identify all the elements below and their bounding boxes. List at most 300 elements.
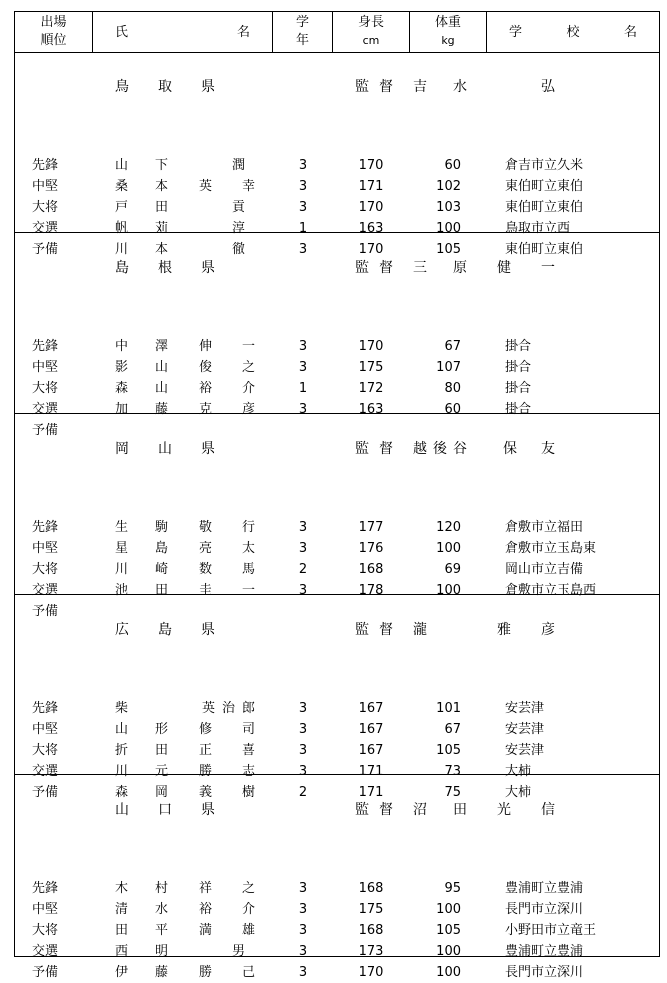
header-name [93,12,273,52]
player-name-char: 裕 [199,902,213,917]
player-name-char: 行 [242,520,256,535]
player-name-char: 田 [115,923,129,938]
player-row [15,539,659,559]
player-name-char: 雄 [242,923,256,938]
player-name-char: 治 [222,701,236,716]
player-school: 掛合 [505,402,532,417]
player-name-char: 樹 [242,785,256,800]
player-grade: 3 [298,541,308,556]
player-school: 倉敷市立福田 [505,520,584,535]
player-name-char: 介 [242,902,256,917]
player-school: 鳥取市立西 [505,221,571,236]
player-row [15,198,659,218]
prefecture-char: 山 [115,802,129,818]
player-name-char: 川 [115,562,129,577]
player-school: 安芸津 [505,722,545,737]
prefecture-char: 県 [201,441,215,457]
prefecture-char: 県 [201,79,215,95]
coach-name-char: 弘 [541,79,555,95]
header-weight-line2: kg [441,34,455,47]
header-school-b: 校 [566,25,580,40]
player-school: 豊浦町立豊浦 [505,944,584,959]
player-school: 大柿 [505,764,532,779]
player-height: 170 [358,200,384,215]
player-height: 168 [358,923,384,938]
header-school [487,12,659,52]
player-position: 予備 [32,965,59,980]
player-weight: 95 [444,881,461,896]
player-grade: 1 [298,381,308,396]
player-name-char: 貢 [232,200,246,215]
coach-name-char: 三 [413,260,427,276]
player-grade: 3 [298,520,308,535]
player-name-char: 影 [115,360,129,375]
player-name-char: 英 [199,179,213,194]
header-rank [15,12,93,52]
player-name [115,337,256,357]
player-name-char: 一 [242,339,256,354]
player-height: 163 [358,402,384,417]
player-position: 交選 [32,221,59,236]
player-name-char: 一 [242,583,256,598]
player-position: 予備 [32,604,59,619]
player-position: 中堅 [32,179,59,194]
player-school: 安芸津 [505,743,545,758]
coach-name-char: 友 [541,441,555,457]
player-position: 大将 [32,381,59,396]
player-name-char: 馬 [242,562,256,577]
player-name-char: 下 [155,158,169,173]
player-grade: 2 [298,562,308,577]
player-name-char: 満 [199,923,213,938]
player-name-char: 元 [155,764,169,779]
player-name-char: 伊 [115,965,129,980]
prefecture-char: 県 [201,802,215,818]
player-height: 171 [358,785,384,800]
coach-name-char: 彦 [541,622,555,638]
player-row [15,560,659,580]
player-weight: 105 [436,923,461,938]
player-name-char: 藤 [155,965,169,980]
prefecture-char: 口 [158,802,172,818]
player-row [15,358,659,378]
player-grade: 3 [298,583,308,598]
player-school: 安芸津 [505,701,545,716]
player-name-char: 亮 [199,541,213,556]
player-name [115,177,256,197]
prefecture-name [115,257,215,277]
player-grade: 3 [298,881,308,896]
player-name [115,358,256,378]
player-weight: 73 [444,764,461,779]
header-height [333,12,410,52]
player-school: 岡山市立吉備 [505,562,584,577]
player-weight: 120 [436,520,461,535]
player-name-char: 司 [242,722,256,737]
player-name-char: 森 [115,785,129,800]
player-position: 交選 [32,944,59,959]
player-height: 170 [358,242,384,257]
coach-name-char: 雅 [497,622,511,638]
player-position: 先鋒 [32,520,59,535]
player-name-char: 森 [115,381,129,396]
player-weight: 105 [436,743,461,758]
player-row [15,379,659,399]
player-name-char: 己 [242,965,256,980]
player-position: 交選 [32,583,59,598]
prefecture-char: 鳥 [115,79,129,95]
player-school: 東伯町立東伯 [505,179,584,194]
player-weight: 100 [436,965,461,980]
player-name [115,963,256,983]
player-school: 大柿 [505,785,532,800]
player-name-char: 崎 [155,562,169,577]
player-name-char: 祥 [199,881,213,896]
coach-name-char: 健 [497,260,511,276]
player-height: 170 [358,339,384,354]
player-name-char: 木 [115,881,129,896]
player-row [15,900,659,920]
player-weight: 100 [436,541,461,556]
coach-name-char: 保 [503,441,517,457]
prefecture-char: 根 [158,260,172,276]
coach-label-char: 監 [355,441,369,457]
player-name [115,879,256,899]
player-name-char: 島 [155,541,169,556]
player-weight: 105 [436,242,461,257]
team-section [15,414,659,619]
prefecture-name [115,438,215,458]
header-height-line2: cm [362,34,380,47]
player-grade: 3 [298,743,308,758]
table-header [15,12,659,53]
player-name-char: 星 [115,541,129,556]
coach-label-char: 監 [355,802,369,818]
player-height: 172 [358,381,384,396]
player-grade: 3 [298,923,308,938]
prefecture-char: 県 [201,622,215,638]
player-name-char: 澤 [155,339,169,354]
player-position: 先鋒 [32,158,59,173]
player-name-char: 形 [155,722,169,737]
player-name-char: 幸 [242,179,256,194]
player-row [15,337,659,357]
player-name [115,539,256,559]
player-weight: 80 [444,381,461,396]
prefecture-name [115,619,215,639]
player-name [115,379,256,399]
player-grade: 3 [298,339,308,354]
player-weight: 67 [444,722,461,737]
coach-label-char: 督 [379,441,393,457]
coach-name-char: 後 [433,441,447,457]
player-name-char: 山 [115,722,129,737]
player-weight: 100 [436,944,461,959]
player-name-char: 桑 [115,179,129,194]
header-rank-line2: 順位 [40,33,67,48]
header-weight-line1: 体重 [434,15,461,30]
player-name-char: 勝 [199,764,213,779]
player-height: 177 [358,520,384,535]
player-weight: 102 [436,179,461,194]
player-name-char: 郎 [242,701,256,716]
player-height: 167 [358,722,384,737]
player-position: 中堅 [32,541,59,556]
prefecture-char: 山 [158,441,172,457]
player-name-char: 修 [199,722,213,737]
player-height: 163 [358,221,384,236]
header-name-b: 名 [236,25,250,40]
player-position: 予備 [32,242,59,257]
prefecture-char: 広 [115,622,129,638]
player-position: 中堅 [32,360,59,375]
player-height: 175 [358,902,384,917]
player-row [15,741,659,761]
prefecture-char: 島 [158,622,172,638]
player-name-char: 山 [155,360,169,375]
player-row [15,921,659,941]
player-name-char: 駒 [155,520,169,535]
player-grade: 3 [298,965,308,980]
player-weight: 103 [436,200,461,215]
player-name-char: 之 [242,881,256,896]
player-name-char: 志 [242,764,256,779]
player-name-char: 淳 [232,221,246,236]
player-height: 175 [358,360,384,375]
player-row [15,942,659,962]
player-school: 倉敷市立玉島西 [505,583,597,598]
player-name-char: 山 [155,381,169,396]
player-grade: 2 [298,785,308,800]
player-row [15,156,659,176]
coach-name-char: 瀧 [413,622,427,638]
player-position: 先鋒 [32,339,59,354]
player-name-char: 男 [232,944,246,959]
header-grade-line2: 年 [295,33,309,48]
player-weight: 75 [444,785,461,800]
player-name-char: 俊 [199,360,213,375]
player-name [115,699,256,719]
header-rank-line1: 出場 [40,15,67,30]
player-school: 小野田市立竜王 [505,923,597,938]
header-name-a: 氏 [115,25,129,40]
player-name-char: 柴 [115,701,129,716]
coach-label [355,619,393,639]
coach-name-char: 水 [453,79,467,95]
player-name-char: 之 [242,360,256,375]
player-school: 長門市立深川 [505,965,584,980]
player-weight: 100 [436,221,461,236]
header-school-c: 名 [623,25,637,40]
player-name-char: 生 [115,520,129,535]
player-name-char: 折 [115,743,129,758]
player-height: 167 [358,743,384,758]
player-position: 中堅 [32,902,59,917]
player-weight: 107 [436,360,461,375]
player-height: 168 [358,881,384,896]
player-name-char: 水 [155,902,169,917]
player-name [115,156,252,176]
player-position: 交選 [32,764,59,779]
player-weight: 60 [444,158,461,173]
player-grade: 3 [298,722,308,737]
player-name-char: 介 [242,381,256,396]
player-name-char: 山 [115,158,129,173]
header-grade-line1: 学 [295,15,309,30]
player-name-char: 岡 [155,785,169,800]
player-name-char: 池 [115,583,129,598]
player-name-char: 川 [115,764,129,779]
player-name-char: 圭 [199,583,213,598]
player-name [115,741,256,761]
player-name-char: 本 [155,179,169,194]
coach-name-char: 光 [497,802,511,818]
player-name-char: 徹 [232,242,246,257]
player-name [115,518,256,538]
coach-label-char: 督 [379,260,393,276]
prefecture-char: 県 [201,260,215,276]
header-height-line1: 身長 [357,15,384,30]
player-name-char: 英 [202,701,216,716]
player-name [115,921,256,941]
player-height: 171 [358,764,384,779]
player-grade: 3 [298,242,308,257]
coach-name-char: 吉 [413,79,427,95]
player-name-char: 勝 [199,965,213,980]
player-row [15,699,659,719]
player-name-char: 正 [199,743,213,758]
player-school: 倉吉市立久米 [505,158,584,173]
player-row [15,518,659,538]
player-name-char: 太 [242,541,256,556]
prefecture-char: 取 [158,79,172,95]
player-height: 167 [358,701,384,716]
player-weight: 100 [436,902,461,917]
player-position: 予備 [32,423,59,438]
player-height: 170 [358,158,384,173]
coach-label-char: 監 [355,79,369,95]
coach-label [355,799,393,819]
coach-name-char: 原 [453,260,467,276]
player-name-char: 伸 [199,339,213,354]
player-height: 176 [358,541,384,556]
player-position: 予備 [32,785,59,800]
coach-name-char: 谷 [453,441,467,457]
player-name-char: 村 [155,881,169,896]
player-name-char: 敬 [199,520,213,535]
coach-label [355,257,393,277]
player-grade: 1 [298,221,308,236]
coach-name-char: 田 [453,802,467,818]
player-grade: 3 [298,360,308,375]
player-weight: 100 [436,583,461,598]
player-grade: 3 [298,200,308,215]
player-height: 178 [358,583,384,598]
player-name-char: 清 [115,902,129,917]
header-school-a: 学 [509,25,523,40]
player-position: 大将 [32,743,59,758]
header-weight [410,12,487,52]
player-name-char: 田 [155,583,169,598]
player-name [115,942,252,962]
team-section [15,775,659,980]
player-name [115,900,256,920]
player-height: 173 [358,944,384,959]
player-weight: 67 [444,339,461,354]
player-name-char: 田 [155,200,169,215]
player-height: 168 [358,562,384,577]
player-school: 掛合 [505,381,532,396]
player-weight: 69 [444,562,461,577]
player-grade: 3 [298,179,308,194]
player-position: 大将 [32,923,59,938]
team-section [15,233,659,438]
player-school: 東伯町立東伯 [505,242,584,257]
player-position: 先鋒 [32,881,59,896]
player-name-char: 本 [155,242,169,257]
player-row [15,963,659,983]
player-grade: 3 [298,158,308,173]
player-name-char: 喜 [242,743,256,758]
player-name-char: 明 [155,944,169,959]
player-height: 171 [358,179,384,194]
player-name-char: 加 [115,402,129,417]
player-position: 大将 [32,562,59,577]
coach-name-char: 沼 [413,802,427,818]
player-name-char: 西 [115,944,129,959]
player-school: 東伯町立東伯 [505,200,584,215]
player-grade: 3 [298,701,308,716]
player-name-char: 潤 [232,158,246,173]
player-height: 170 [358,965,384,980]
player-school: 倉敷市立玉島東 [505,541,597,556]
player-row [15,879,659,899]
coach-label-char: 督 [379,622,393,638]
roster-sheet [14,11,660,980]
team-section [15,595,659,800]
player-school: 長門市立深川 [505,902,584,917]
player-weight: 60 [444,402,461,417]
player-name-char: 平 [155,923,169,938]
player-name-char: 帆 [115,221,129,236]
player-row [15,720,659,740]
player-name-char: 義 [199,785,213,800]
player-name-char: 苅 [155,221,169,236]
player-name-char: 川 [115,242,129,257]
coach-label-char: 監 [355,622,369,638]
player-school: 豊浦町立豊浦 [505,881,584,896]
coach-label [355,76,393,96]
prefecture-char: 岡 [115,441,129,457]
prefecture-char: 島 [115,260,129,276]
player-position: 大将 [32,200,59,215]
coach-label [355,438,393,458]
player-grade: 3 [298,902,308,917]
coach-label-char: 監 [355,260,369,276]
prefecture-name [115,799,215,819]
prefecture-name [115,76,215,96]
player-name [115,720,256,740]
player-grade: 3 [298,402,308,417]
coach-name-char: 越 [413,441,427,457]
coach-name-char: 一 [541,260,555,276]
player-name [115,560,256,580]
player-name [115,198,252,218]
player-row [15,177,659,197]
player-name-char: 中 [115,339,129,354]
player-name-char: 彦 [242,402,256,417]
player-position: 中堅 [32,722,59,737]
